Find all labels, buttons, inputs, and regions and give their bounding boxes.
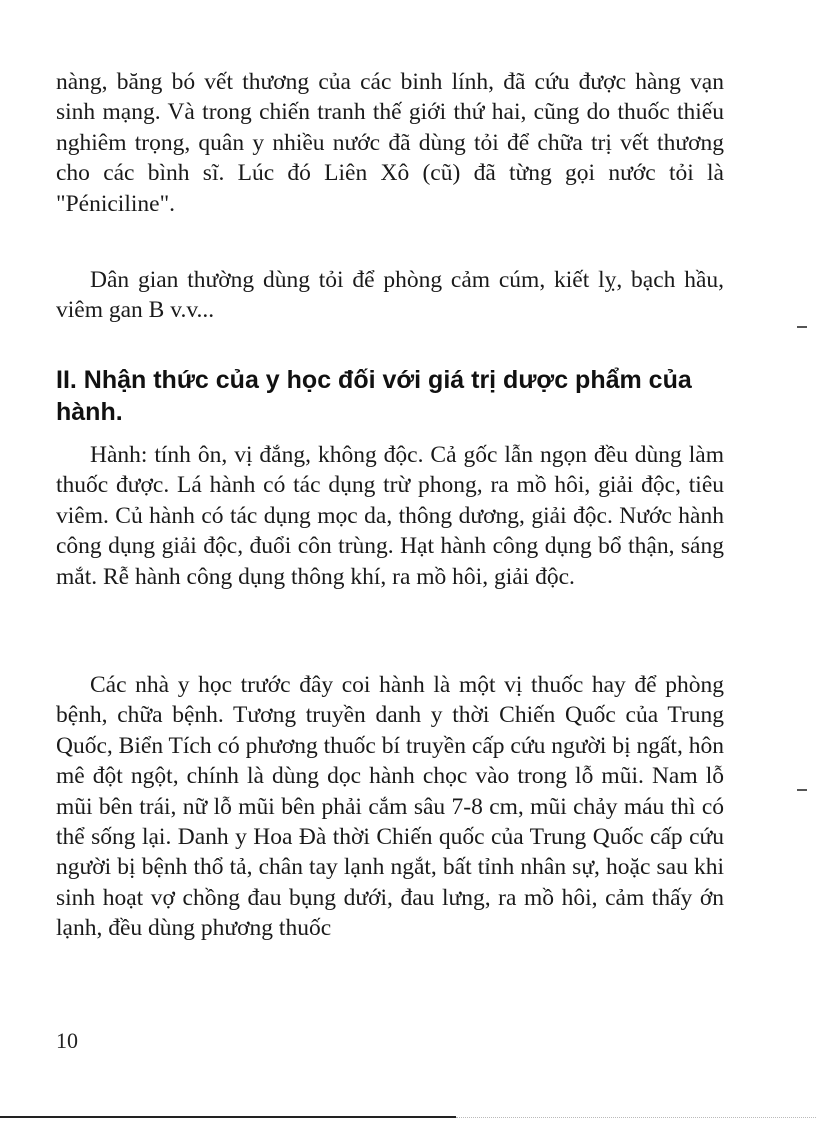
paragraph-text: nàng, băng bó vết thương của các binh lính, đã cứu được hàng vạn sinh mạng. Và trong chiến tranh thế giới thứ hai, cũng do thuốc thiếu nghiêm trọng, quân y nhiều nước đã dùng tỏi để chữa trị vết thương cho các bình sĩ. Lúc đó Liên Xô (cũ) đã từng gọi nước tỏi là "Péniciline". — [56, 69, 724, 217]
margin-mark — [797, 326, 807, 328]
bottom-rule — [0, 1116, 456, 1118]
dotted-rule — [456, 1117, 816, 1118]
page-number: 10 — [56, 1028, 78, 1053]
section-heading: II. Nhận thức của y học đối với giá trị dược phẩm của hành. — [56, 366, 692, 426]
paragraph-text: Dân gian thường dùng tỏi để phòng cảm cúm, kiết lỵ, bạch hầu, viêm gan B v.v... — [56, 267, 724, 324]
paragraph-text: Hành: tính ôn, vị đắng, không độc. Cả gốc lẫn ngọn đều dùng làm thuốc được. Lá hành có tác dụng trừ phong, ra mồ hôi, giải độc, tiêu viêm. Củ hành có tác dụng mọc da, thông dương, giải độc. Nước hành công dụng giải độc, đuổi côn trùng. Hạt hành công dụng bổ thận, sáng mắt. Rễ hành công dụng thông khí, ra mồ hôi, giải độc. — [56, 442, 724, 590]
paragraph-properties — [56, 440, 724, 592]
margin-mark — [797, 789, 807, 791]
paragraph-history — [56, 670, 724, 944]
paragraph-text: Các nhà y học trước đây coi hành là một vị thuốc hay để phòng bệnh, chữa bệnh. Tương truyền danh y thời Chiến Quốc của Trung Quốc, Biển Tích có phương thuốc bí truyền cấp cứu người bị ngất, hôn mê đột ngột, chính là dùng dọc hành chọc vào trong lỗ mũi. Nam lỗ mũi bên trái, nữ lỗ mũi bên phải cắm sâu 7-8 cm, mũi chảy máu thì có thể sống lại. Danh y Hoa Đà thời Chiến quốc của Trung Quốc cấp cứu người bị bệnh thổ tả, chân tay lạnh ngắt, bất tỉnh nhân sự, hoặc sau khi sinh hoạt vợ chồng đau bụng dưới, đau lưng, ra mồ hôi, cảm thấy ớn lạnh, đều dùng phương thuốc — [56, 672, 724, 942]
paragraph-folk-usage — [56, 265, 724, 326]
paragraph-continuation — [56, 67, 724, 219]
